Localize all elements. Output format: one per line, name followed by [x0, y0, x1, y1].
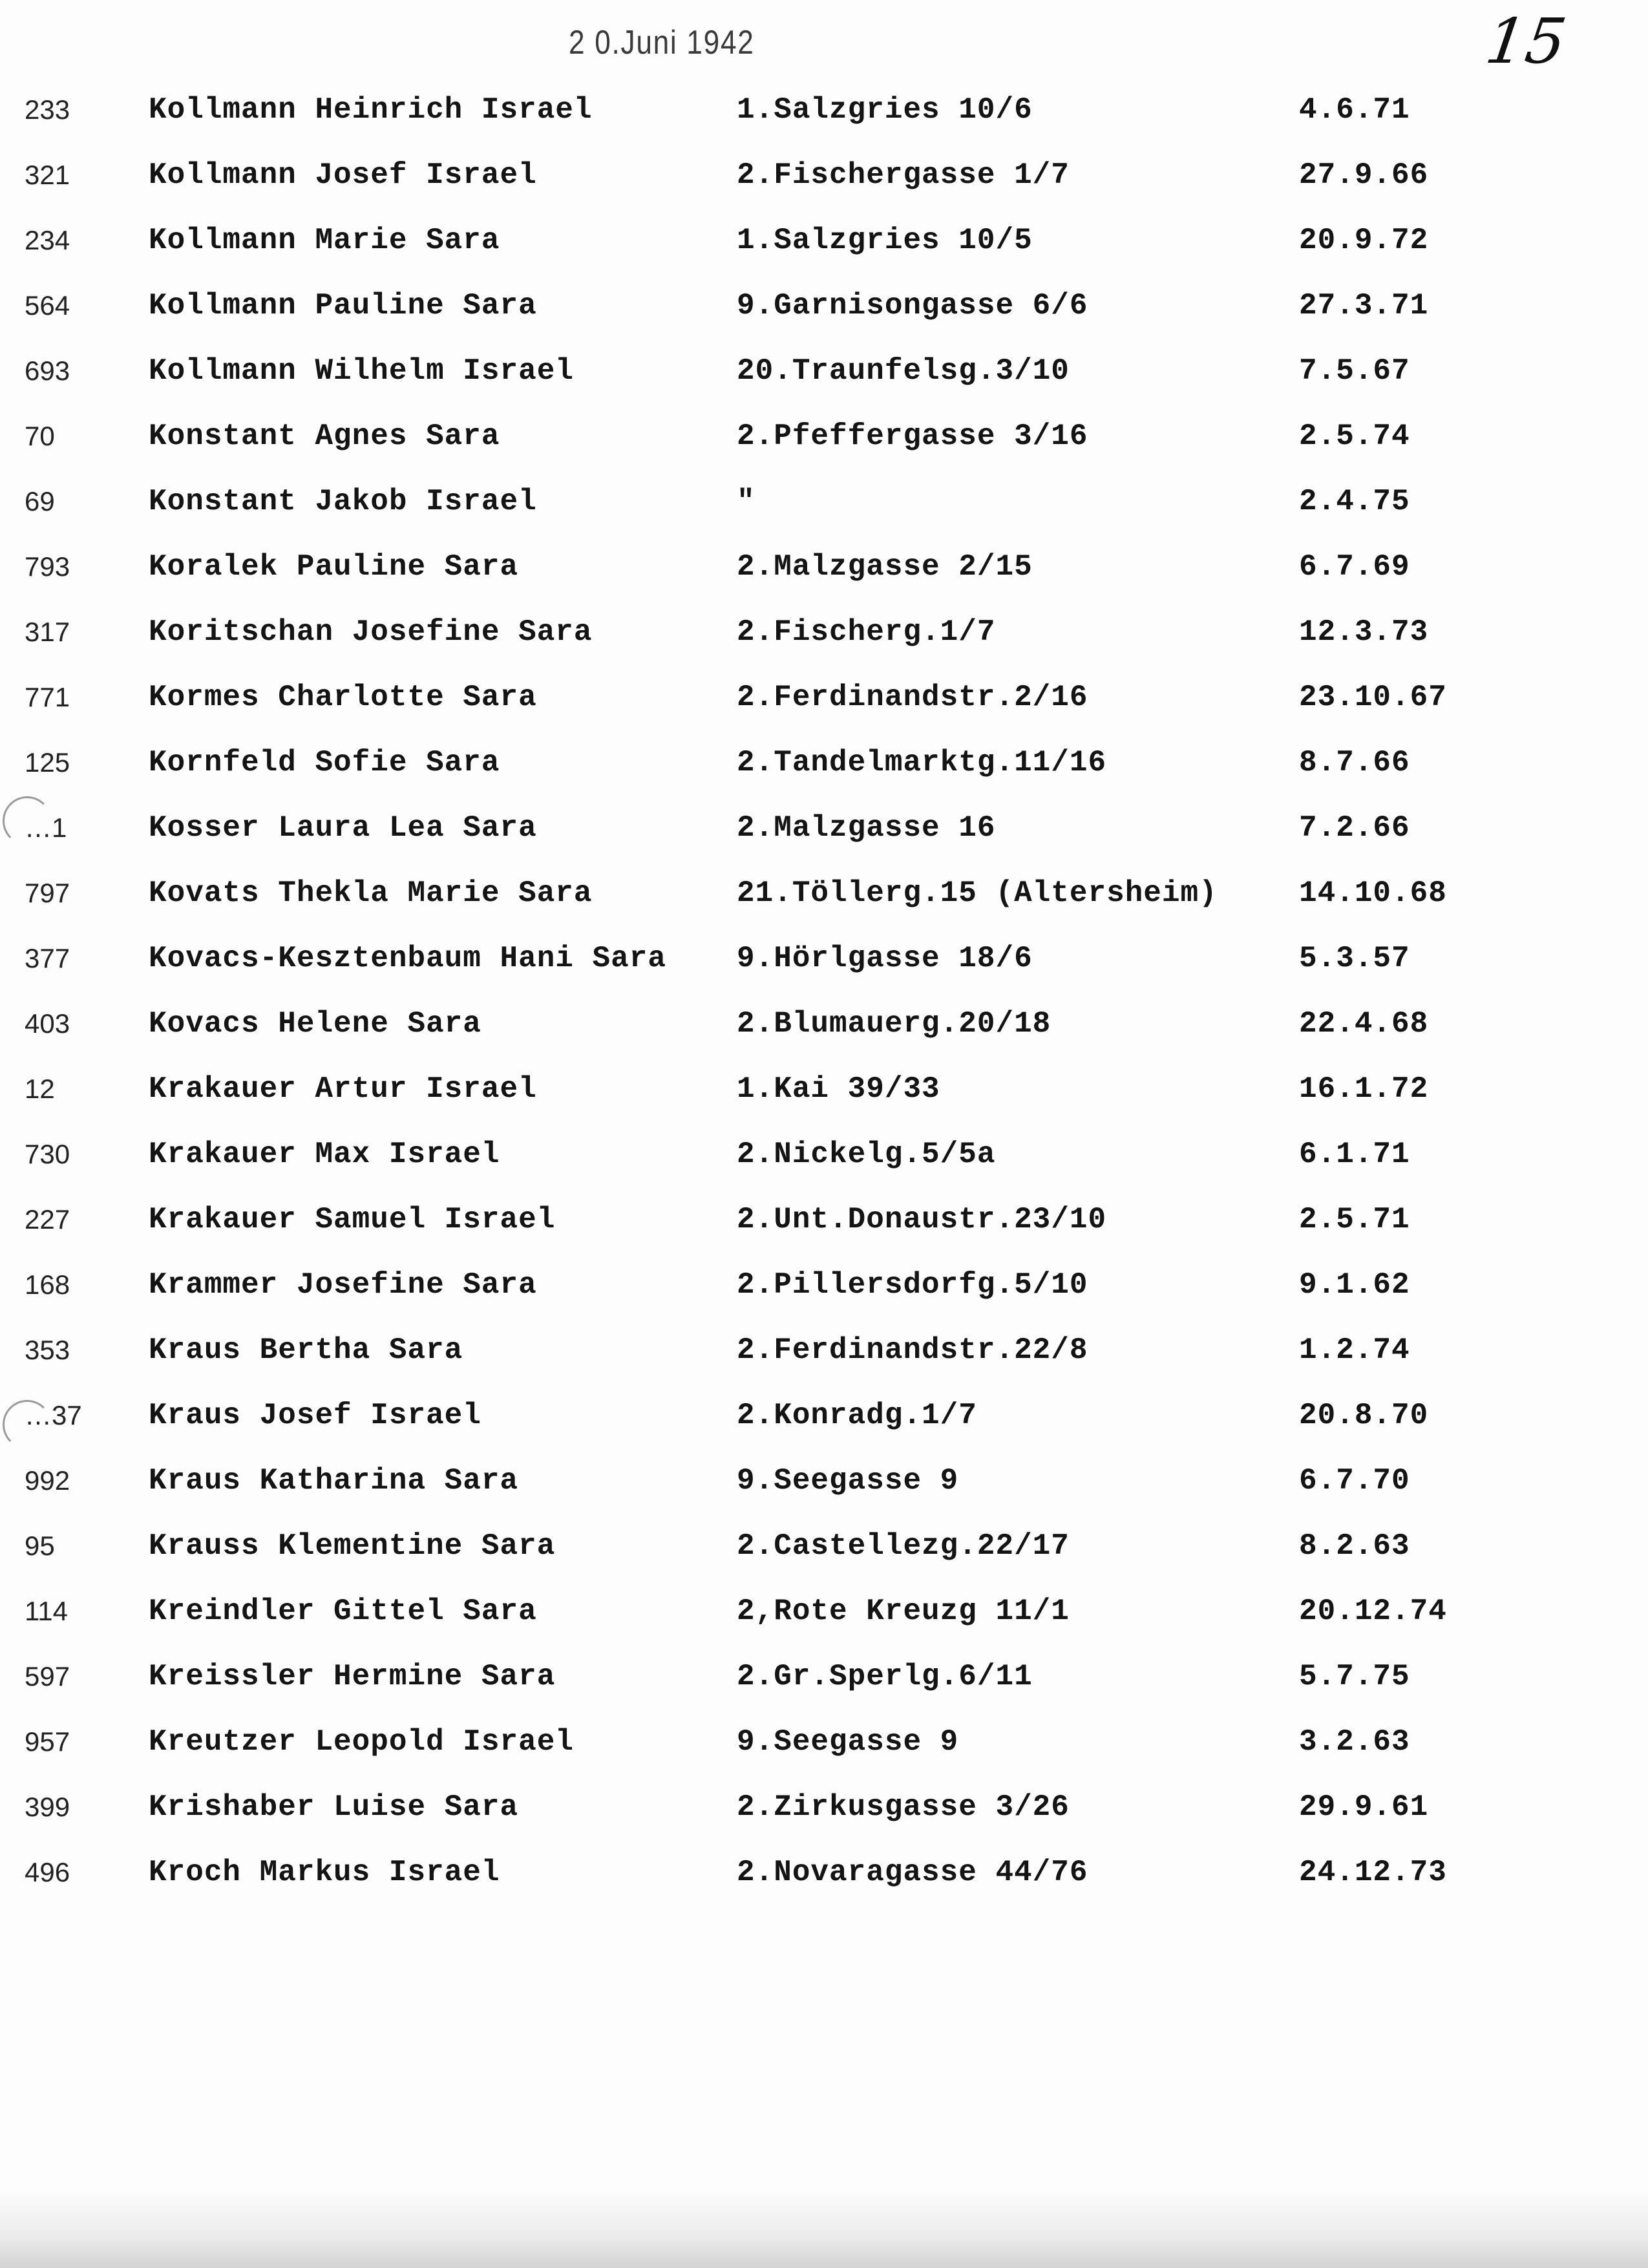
entry-birth-date: 2.5.71: [1299, 1203, 1410, 1236]
entry-name: Kormes Charlotte Sara: [149, 681, 537, 714]
entry-birth-date: 4.6.71: [1299, 93, 1410, 127]
entry-number: 114: [25, 1596, 68, 1626]
entry-birth-date: 12.3.73: [1299, 615, 1429, 649]
entry-name: Koritschan Josefine Sara: [149, 615, 593, 649]
entry-address: 2.Pillersdorfg.5/10: [737, 1268, 1088, 1302]
entry-list: [0, 90, 1648, 1918]
list-item: [0, 417, 1648, 482]
entry-birth-date: 20.8.70: [1299, 1399, 1429, 1432]
entry-name: Koralek Pauline Sara: [149, 550, 519, 584]
list-item: [0, 1592, 1648, 1657]
entry-name: Kollmann Marie Sara: [149, 224, 500, 257]
list-item: [0, 1461, 1648, 1527]
entry-name: Kreindler Gittel Sara: [149, 1595, 537, 1628]
entry-name: Kraus Katharina Sara: [149, 1464, 519, 1498]
list-item: [0, 482, 1648, 547]
entry-number: 353: [25, 1335, 70, 1365]
entry-address: 20.Traunfelsg.3/10: [737, 354, 1070, 388]
entry-address: 2.Malzgasse 16: [737, 811, 996, 845]
entry-number: 168: [25, 1269, 70, 1300]
entry-birth-date: 5.7.75: [1299, 1660, 1410, 1693]
entry-address: 1.Salzgries 10/5: [737, 224, 1033, 257]
entry-address: 2.Castellezg.22/17: [737, 1529, 1070, 1563]
entry-address: 9.Seegasse 9: [737, 1725, 959, 1759]
entry-number: 403: [25, 1008, 70, 1039]
entry-number: 321: [25, 160, 70, 190]
entry-birth-date: 6.1.71: [1299, 1138, 1410, 1171]
entry-address: 2.Malzgasse 2/15: [737, 550, 1033, 584]
entry-number: 70: [25, 421, 55, 451]
entry-number: 95: [25, 1531, 55, 1561]
entry-birth-date: 8.2.63: [1299, 1529, 1410, 1563]
entry-birth-date: 2.4.75: [1299, 485, 1410, 518]
list-item: [0, 1657, 1648, 1722]
entry-number: 992: [25, 1465, 70, 1496]
list-item: [0, 547, 1648, 613]
list-item: [0, 1200, 1648, 1266]
entry-number: 233: [25, 94, 70, 125]
list-item: [0, 1396, 1648, 1461]
list-item: [0, 90, 1648, 156]
entry-number: 377: [25, 943, 70, 973]
list-item: [0, 1788, 1648, 1853]
list-item: [0, 1853, 1648, 1918]
entry-address: 1.Kai 39/33: [737, 1072, 940, 1106]
list-item: [0, 809, 1648, 874]
list-item: [0, 1135, 1648, 1200]
entry-number: 12: [25, 1074, 55, 1104]
entry-birth-date: 9.1.62: [1299, 1268, 1410, 1302]
entry-birth-date: 16.1.72: [1299, 1072, 1429, 1106]
entry-number: 227: [25, 1204, 70, 1235]
entry-birth-date: 5.3.57: [1299, 942, 1410, 975]
entry-name: Krammer Josefine Sara: [149, 1268, 537, 1302]
entry-birth-date: 27.9.66: [1299, 158, 1429, 192]
entry-birth-date: 7.2.66: [1299, 811, 1410, 845]
list-item: [0, 743, 1648, 809]
entry-name: Kollmann Heinrich Israel: [149, 93, 593, 127]
list-item: [0, 286, 1648, 352]
entry-name: Konstant Agnes Sara: [149, 419, 500, 453]
entry-number: 957: [25, 1726, 70, 1757]
entry-name: Kovacs Helene Sara: [149, 1007, 481, 1041]
entry-birth-date: 22.4.68: [1299, 1007, 1429, 1041]
entry-number: 564: [25, 290, 70, 321]
entry-address: 2.Unt.Donaustr.23/10: [737, 1203, 1107, 1236]
entry-birth-date: 27.3.71: [1299, 289, 1429, 323]
entry-name: Kreutzer Leopold Israel: [149, 1725, 574, 1759]
entry-birth-date: 20.9.72: [1299, 224, 1429, 257]
entry-birth-date: 20.12.74: [1299, 1595, 1447, 1628]
page-number: 15: [1481, 5, 1571, 78]
entry-birth-date: 14.10.68: [1299, 876, 1447, 910]
list-item: [0, 1266, 1648, 1331]
entry-birth-date: 8.7.66: [1299, 746, 1410, 779]
entry-birth-date: 3.2.63: [1299, 1725, 1410, 1759]
entry-address: 2.Pfeffergasse 3/16: [737, 419, 1088, 453]
entry-address: 2.Gr.Sperlg.6/11: [737, 1660, 1033, 1693]
entry-number: 693: [25, 355, 70, 386]
entry-birth-date: 24.12.73: [1299, 1856, 1447, 1889]
entry-address: 9.Garnisongasse 6/6: [737, 289, 1088, 323]
entry-name: Konstant Jakob Israel: [149, 485, 537, 518]
list-item: [0, 352, 1648, 417]
entry-name: Kollmann Wilhelm Israel: [149, 354, 574, 388]
entry-address: 1.Salzgries 10/6: [737, 93, 1033, 127]
entry-name: Krauss Klementine Sara: [149, 1529, 556, 1563]
list-item: [0, 613, 1648, 678]
list-item: [0, 1527, 1648, 1592]
entry-name: Kraus Josef Israel: [149, 1399, 481, 1432]
entry-name: Kovats Thekla Marie Sara: [149, 876, 593, 910]
list-item: [0, 1070, 1648, 1135]
list-item: [0, 1331, 1648, 1396]
entry-number: 317: [25, 617, 70, 647]
date-stamp: 2 0.Juni 1942: [569, 24, 755, 61]
entry-name: Kraus Bertha Sara: [149, 1333, 463, 1367]
entry-number: 797: [25, 878, 70, 908]
list-item: [0, 1004, 1648, 1070]
entry-address: 2.Zirkusgasse 3/26: [737, 1790, 1070, 1824]
entry-birth-date: 1.2.74: [1299, 1333, 1410, 1367]
entry-address: 2.Nickelg.5/5a: [737, 1138, 996, 1171]
entry-number: 234: [25, 225, 70, 255]
entry-number: 69: [25, 486, 55, 516]
entry-address: 2.Ferdinandstr.22/8: [737, 1333, 1088, 1367]
entry-number: 771: [25, 682, 70, 712]
scan-edge-shadow: [0, 2190, 1648, 2268]
entry-name: Kollmann Pauline Sara: [149, 289, 537, 323]
list-item: [0, 156, 1648, 221]
entry-birth-date: 2.5.74: [1299, 419, 1410, 453]
entry-address: 2.Tandelmarktg.11/16: [737, 746, 1107, 779]
entry-name: Kovacs-Kesztenbaum Hani Sara: [149, 942, 666, 975]
entry-address: 2.Konradg.1/7: [737, 1399, 977, 1432]
list-item: [0, 874, 1648, 939]
entry-name: Kosser Laura Lea Sara: [149, 811, 537, 845]
entry-address: 2,Rote Kreuzg 11/1: [737, 1595, 1070, 1628]
entry-name: Kreissler Hermine Sara: [149, 1660, 556, 1693]
entry-number: 597: [25, 1661, 70, 1691]
entry-birth-date: 6.7.70: [1299, 1464, 1410, 1498]
entry-address: 21.Töllerg.15 (Altersheim): [737, 876, 1218, 910]
entry-number: 125: [25, 747, 70, 778]
list-item: [0, 1722, 1648, 1788]
entry-name: Krakauer Samuel Israel: [149, 1203, 556, 1236]
entry-name: Kornfeld Sofie Sara: [149, 746, 500, 779]
entry-number: 496: [25, 1857, 70, 1887]
entry-address: 9.Hörlgasse 18/6: [737, 942, 1033, 975]
entry-address: 2.Blumauerg.20/18: [737, 1007, 1051, 1041]
entry-birth-date: 29.9.61: [1299, 1790, 1429, 1824]
entry-address: ": [737, 485, 755, 518]
entry-name: Krishaber Luise Sara: [149, 1790, 519, 1824]
entry-birth-date: 23.10.67: [1299, 681, 1447, 714]
entry-address: 9.Seegasse 9: [737, 1464, 959, 1498]
entry-birth-date: 6.7.69: [1299, 550, 1410, 584]
entry-birth-date: 7.5.67: [1299, 354, 1410, 388]
list-item: [0, 221, 1648, 286]
entry-name: Krakauer Artur Israel: [149, 1072, 537, 1106]
entry-name: Kroch Markus Israel: [149, 1856, 500, 1889]
list-item: [0, 678, 1648, 743]
entry-number: 793: [25, 551, 70, 582]
entry-number: …37: [25, 1400, 82, 1430]
entry-address: 2.Fischerg.1/7: [737, 615, 996, 649]
entry-number: …1: [25, 812, 67, 843]
entry-name: Kollmann Josef Israel: [149, 158, 537, 192]
entry-address: 2.Ferdinandstr.2/16: [737, 681, 1088, 714]
entry-address: 2.Fischergasse 1/7: [737, 158, 1070, 192]
list-item: [0, 939, 1648, 1004]
entry-number: 730: [25, 1139, 70, 1169]
entry-name: Krakauer Max Israel: [149, 1138, 500, 1171]
entry-address: 2.Novaragasse 44/76: [737, 1856, 1088, 1889]
entry-number: 399: [25, 1792, 70, 1822]
